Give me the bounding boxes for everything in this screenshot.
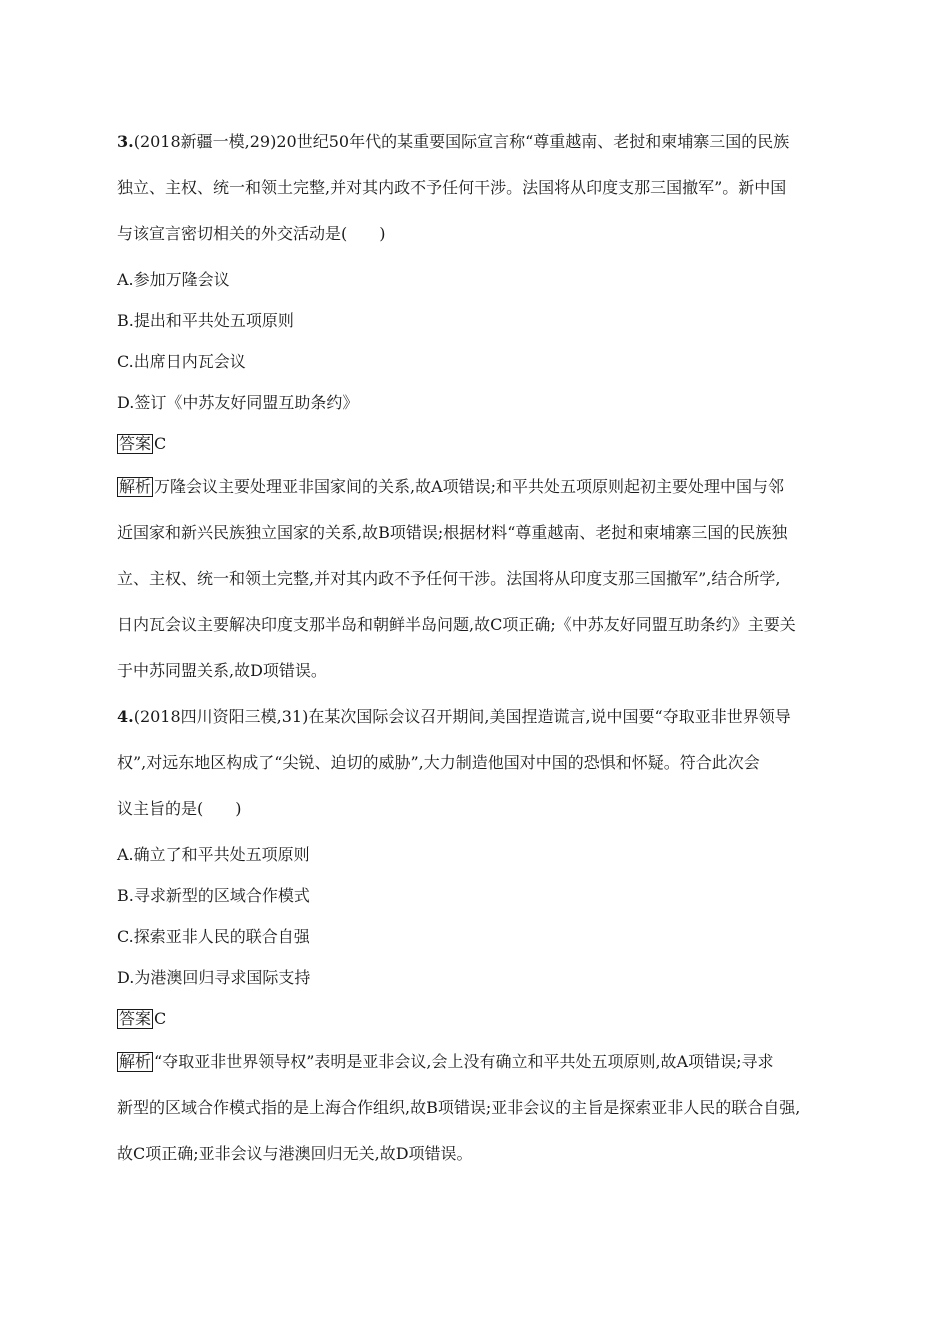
question-number: 3. bbox=[117, 132, 134, 151]
question-4-option-d: D.为港澳回归寻求国际支持 bbox=[117, 968, 311, 987]
question-3-analysis-line-5: 于中苏同盟关系,故D项错误。 bbox=[117, 661, 327, 680]
answer-label: 答案 bbox=[119, 1009, 152, 1028]
question-4-analysis-line-1 bbox=[117, 1052, 774, 1072]
question-3-option-d: D.签订《中苏友好同盟互助条约》 bbox=[117, 393, 359, 412]
answer-value: C bbox=[154, 1009, 167, 1028]
question-4-stem-line-1 bbox=[117, 707, 791, 727]
question-4-option-b: B.寻求新型的区域合作模式 bbox=[117, 886, 310, 905]
stem-text: (2018四川资阳三模,31)在某次国际会议召开期间,美国捏造谎言,说中国要“夺取亚非世界领导 bbox=[133, 707, 791, 726]
question-3-answer bbox=[117, 434, 166, 454]
question-4-analysis-line-3: 故C项正确;亚非会议与港澳回归无关,故D项错误。 bbox=[117, 1144, 473, 1163]
question-4-option-a: A.确立了和平共处五项原则 bbox=[117, 845, 310, 864]
analysis-text: 万隆会议主要处理亚非国家间的关系,故A项错误;和平共处五项原则起初主要处理中国与邻 bbox=[154, 477, 785, 496]
question-3-stem-line-1 bbox=[117, 132, 789, 152]
answer-value: C bbox=[154, 434, 167, 453]
question-4-stem-line-2: 权”,对远东地区构成了“尖锐、迫切的威胁”,大力制造他国对中国的恐惧和怀疑。符合此次会 bbox=[117, 753, 760, 772]
stem-text: (2018新疆一模,29)20世纪50年代的某重要国际宣言称“尊重越南、老挝和柬埔寨三国的民族 bbox=[133, 132, 790, 151]
question-4-stem-line-3: 议主旨的是( ) bbox=[117, 799, 242, 818]
question-4-option-c: C.探索亚非人民的联合自强 bbox=[117, 927, 310, 946]
question-3-analysis-line-1 bbox=[117, 477, 784, 497]
question-4-answer bbox=[117, 1009, 166, 1029]
question-number: 4. bbox=[117, 707, 134, 726]
question-3-option-c: C.出席日内瓦会议 bbox=[117, 352, 246, 371]
question-3-option-a: A.参加万隆会议 bbox=[117, 270, 230, 289]
analysis-label: 解析 bbox=[119, 477, 152, 496]
question-3-analysis-line-3: 立、主权、统一和领土完整,并对其内政不予任何干涉。法国将从印度支那三国撤军”,结合所学, bbox=[117, 569, 781, 588]
analysis-label: 解析 bbox=[119, 1052, 152, 1071]
question-4-analysis-line-2: 新型的区域合作模式指的是上海合作组织,故B项错误;亚非会议的主旨是探索亚非人民的联合自强, bbox=[117, 1098, 801, 1117]
question-3-stem-line-2: 独立、主权、统一和领土完整,并对其内政不予任何干涉。法国将从印度支那三国撤军”。新中国 bbox=[117, 178, 787, 197]
answer-label: 答案 bbox=[119, 434, 152, 453]
question-3-stem-line-3: 与该宣言密切相关的外交活动是( ) bbox=[117, 224, 386, 243]
question-3-option-b: B.提出和平共处五项原则 bbox=[117, 311, 294, 330]
analysis-text: “夺取亚非世界领导权”表明是亚非会议,会上没有确立和平共处五项原则,故A项错误;寻求 bbox=[154, 1052, 774, 1071]
question-3-analysis-line-2: 近国家和新兴民族独立国家的关系,故B项错误;根据材料“尊重越南、老挝和柬埔寨三国的民族独 bbox=[117, 523, 788, 542]
question-3-analysis-line-4: 日内瓦会议主要解决印度支那半岛和朝鲜半岛问题,故C项正确;《中苏友好同盟互助条约》主要关 bbox=[117, 615, 796, 634]
